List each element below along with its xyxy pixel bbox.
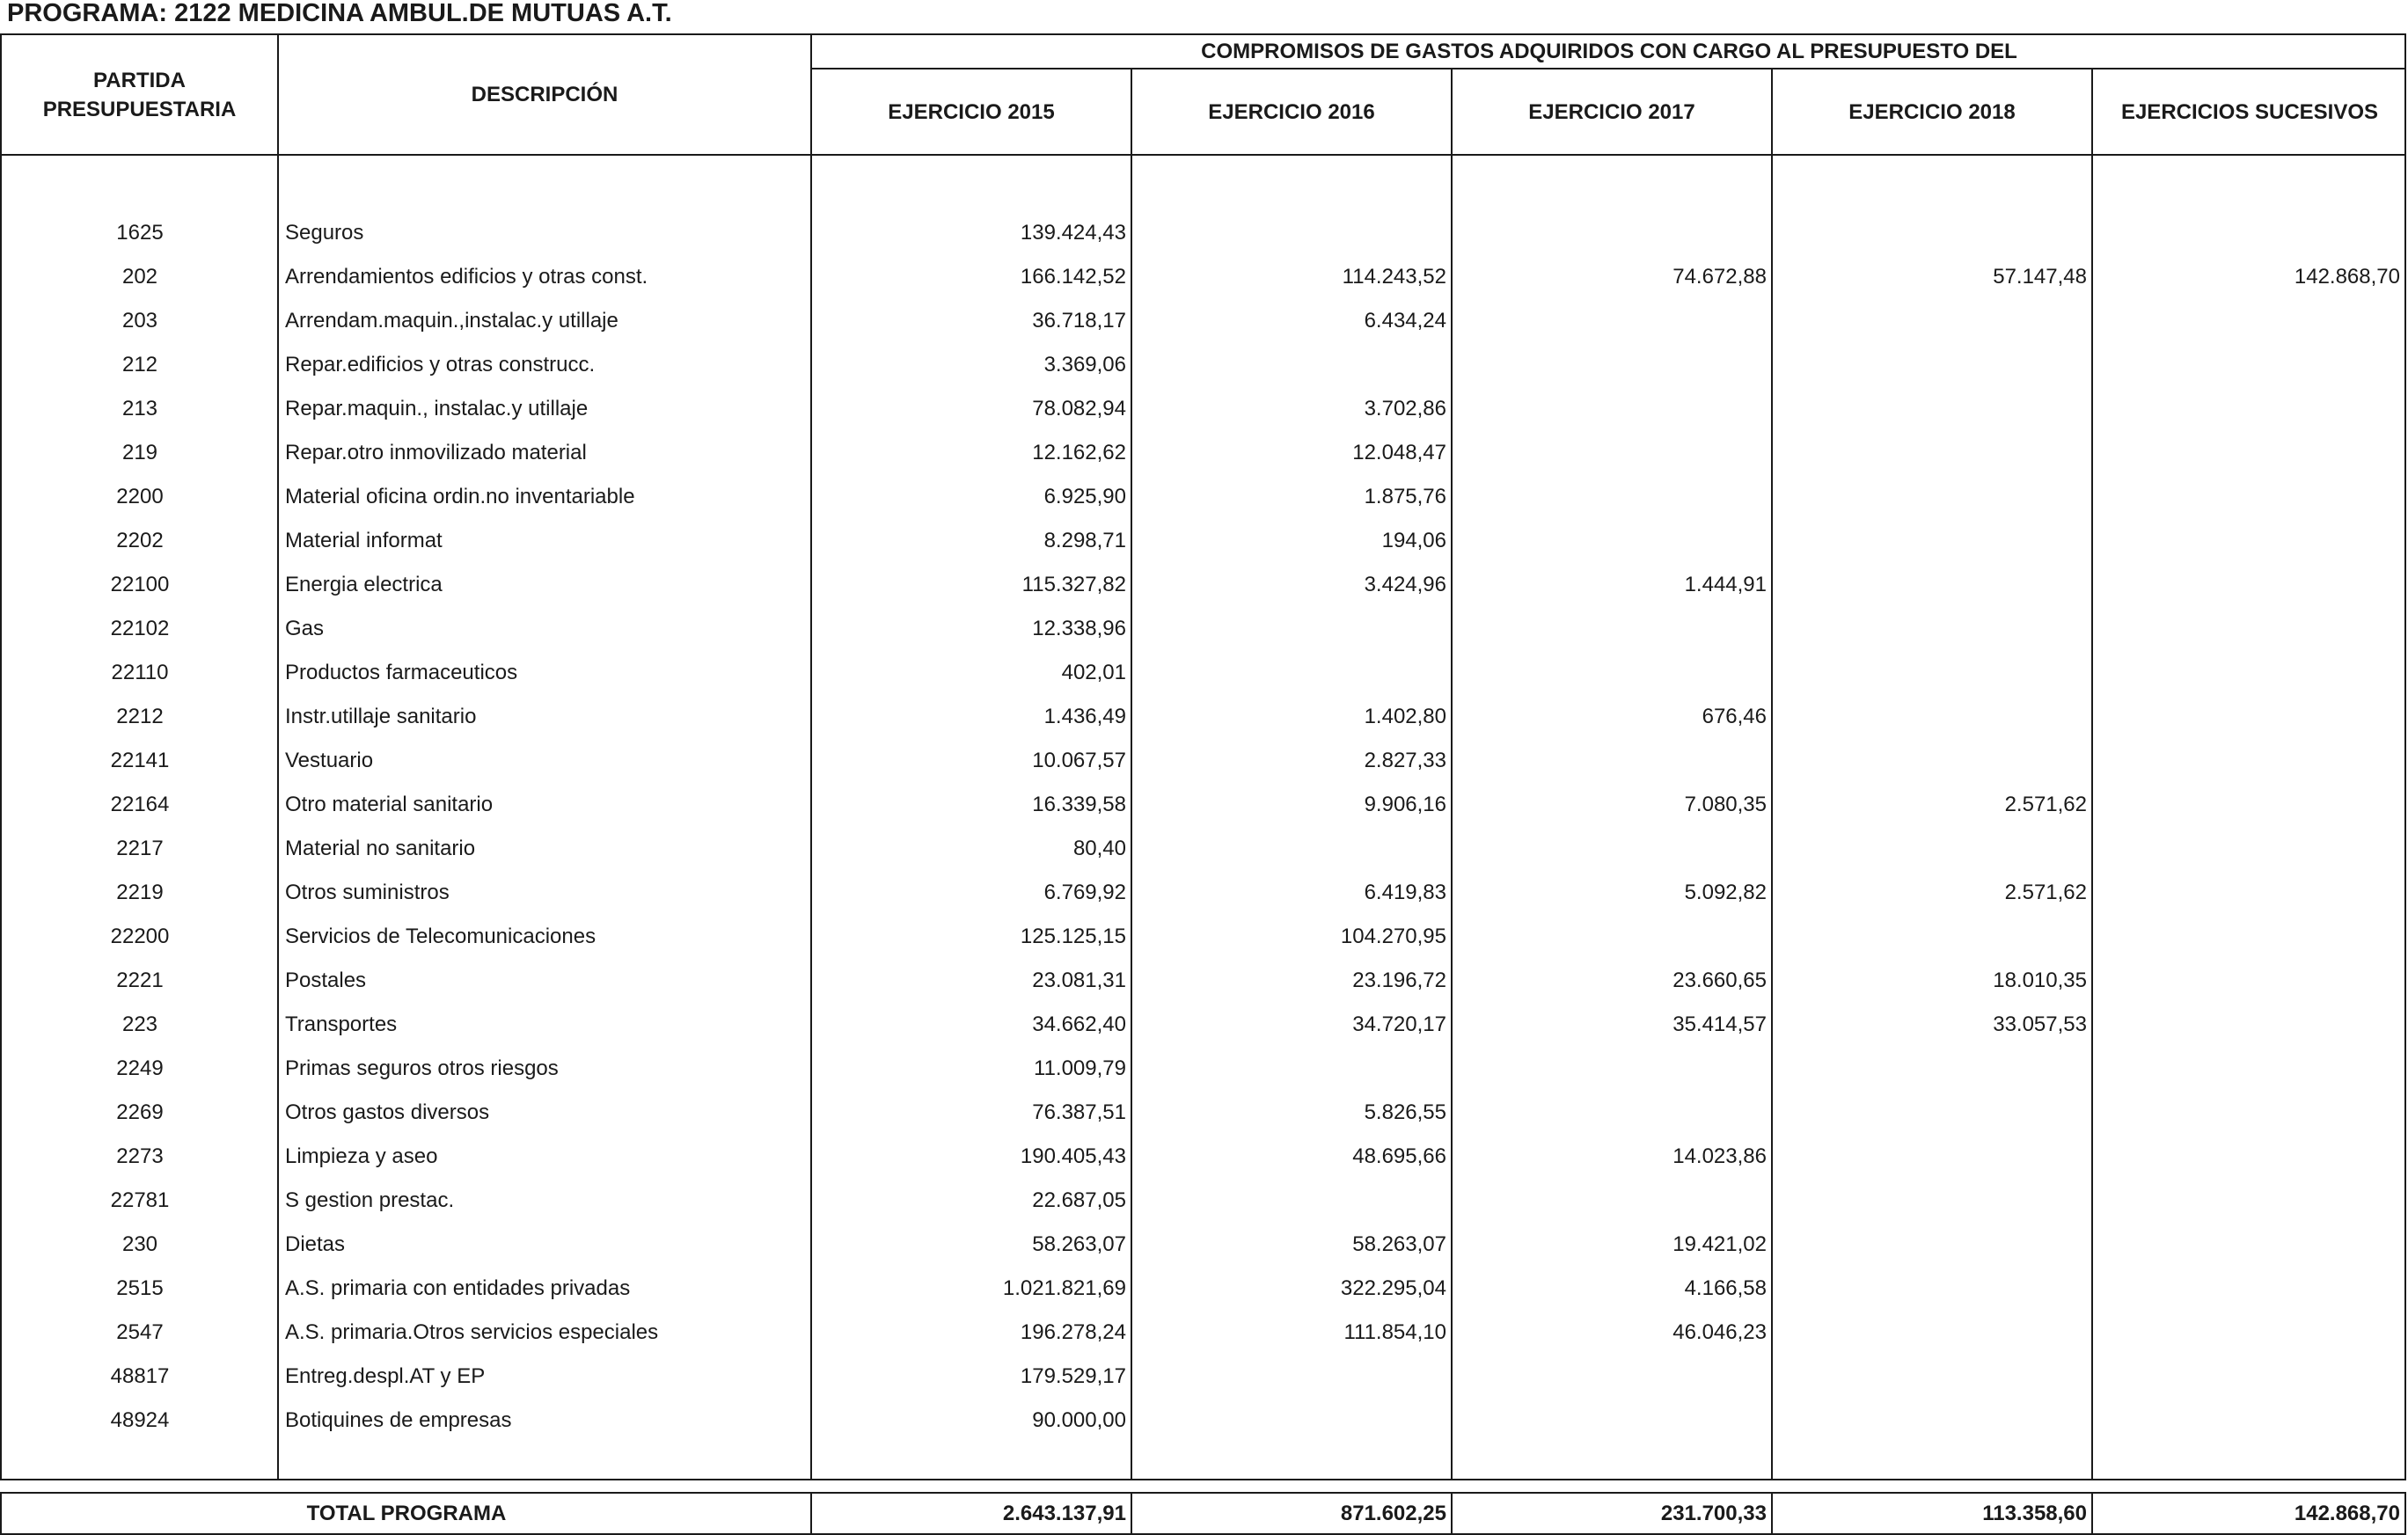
value-2015: 78.082,94 (1032, 397, 1126, 420)
value-2016: 58.263,07 (1352, 1232, 1446, 1256)
value-2017: 1.444,91 (1684, 573, 1767, 596)
partida-code: 2202 (116, 529, 164, 552)
value-2015: 10.067,57 (1032, 749, 1126, 772)
value-2015: 6.769,92 (1043, 881, 1126, 904)
partida-code: 48817 (110, 1364, 170, 1388)
descripcion-text: A.S. primaria con entidades privadas (285, 1276, 631, 1300)
table-row (0, 211, 2408, 255)
value-2015: 11.009,79 (1034, 1056, 1126, 1080)
descripcion-text: Otro material sanitario (285, 793, 494, 816)
partida-code: 212 (121, 353, 158, 376)
partida-code: 22110 (111, 661, 169, 684)
table-row (0, 1091, 2408, 1135)
table-row (0, 1003, 2408, 1047)
descripcion-text: Material oficina ordin.no inventariable (285, 485, 635, 508)
header-partida: PARTIDA PRESUPUESTARIA (42, 68, 237, 121)
table-row (0, 1311, 2408, 1355)
descripcion-text: Postales (285, 969, 367, 992)
descripcion-text: Entreg.despl.AT y EP (285, 1364, 486, 1388)
table-row (0, 1399, 2408, 1443)
partida-code: 202 (121, 265, 158, 289)
value-2016: 3.424,96 (1364, 573, 1446, 596)
value-2015: 3.369,06 (1043, 353, 1126, 376)
partida-code: 2221 (116, 969, 164, 992)
table-row (0, 563, 2408, 607)
table-row (0, 255, 2408, 299)
table-row (0, 695, 2408, 739)
table-row (0, 651, 2408, 695)
descripcion-text: S gestion prestac. (285, 1188, 455, 1212)
table-row (0, 607, 2408, 651)
value-2016: 6.434,24 (1364, 309, 1446, 333)
value-2016: 114.243,52 (1342, 265, 1446, 289)
table-row (0, 387, 2408, 431)
value-2015: 115.327,82 (1021, 573, 1126, 596)
value-2016: 23.196,72 (1352, 969, 1446, 992)
partida-code: 2200 (116, 485, 164, 508)
total-2016: 871.602,25 (1340, 1502, 1446, 1525)
value-2018: 2.571,62 (2004, 881, 2087, 904)
partida-code: 22164 (110, 793, 170, 816)
header-ejercicio-2018: EJERCICIO 2018 (1848, 99, 2016, 124)
descripcion-text: Repar.otro inmovilizado material (285, 441, 587, 464)
value-2016: 9.906,16 (1364, 793, 1446, 816)
partida-code: 2217 (116, 837, 164, 860)
value-2017: 676,46 (1702, 705, 1767, 728)
descripcion-text: Dietas (285, 1232, 346, 1256)
descripcion-text: Material no sanitario (285, 837, 476, 860)
table-row (0, 783, 2408, 827)
total-sucesivos: 142.868,70 (2294, 1502, 2400, 1525)
value-2015: 179.529,17 (1020, 1364, 1126, 1388)
table-row (0, 827, 2408, 871)
value-2016: 322.295,04 (1340, 1276, 1446, 1300)
partida-code: 2269 (116, 1100, 164, 1124)
value-2017: 14.023,86 (1672, 1144, 1767, 1168)
value-2015: 196.278,24 (1020, 1320, 1126, 1344)
table-row (0, 1135, 2408, 1179)
descripcion-text: Productos farmaceuticos (285, 661, 518, 684)
table-row (0, 1047, 2408, 1091)
value-2015: 23.081,31 (1032, 969, 1126, 992)
value-2015: 190.405,43 (1020, 1144, 1126, 1168)
table-row (0, 1267, 2408, 1311)
descripcion-text: Arrendam.maquin.,instalac.y utillaje (285, 309, 618, 333)
value-2017: 74.672,88 (1672, 265, 1767, 289)
partida-code: 2547 (116, 1320, 164, 1344)
descripcion-text: Vestuario (285, 749, 374, 772)
value-2015: 90.000,00 (1032, 1408, 1126, 1432)
value-2017: 19.421,02 (1672, 1232, 1767, 1256)
partida-code: 22781 (110, 1188, 170, 1212)
total-label: TOTAL PROGRAMA (306, 1502, 507, 1525)
partida-code: 48924 (110, 1408, 170, 1432)
value-2015: 58.263,07 (1032, 1232, 1126, 1256)
descripcion-text: Otros gastos diversos (285, 1100, 490, 1124)
page-title: PROGRAMA: 2122 MEDICINA AMBUL.DE MUTUAS A.T. (7, 0, 672, 27)
value-2018: 2.571,62 (2004, 793, 2087, 816)
descripcion-text: Transportes (285, 1012, 398, 1036)
descripcion-text: Repar.edificios y otras construcc. (285, 353, 596, 376)
value-2017: 46.046,23 (1672, 1320, 1767, 1344)
value-2016: 2.827,33 (1364, 749, 1446, 772)
table-row (0, 475, 2408, 519)
partida-code: 2515 (116, 1276, 164, 1300)
value-2016: 3.702,86 (1364, 397, 1446, 420)
value-2018: 57.147,48 (1993, 265, 2087, 289)
table-row (0, 739, 2408, 783)
value-2016: 194,06 (1381, 529, 1446, 552)
descripcion-text: Energia electrica (285, 573, 443, 596)
table-row (0, 343, 2408, 387)
value-2015: 166.142,52 (1020, 265, 1126, 289)
descripcion-text: Limpieza y aseo (285, 1144, 438, 1168)
value-sucesivos: 142.868,70 (2294, 265, 2400, 289)
header-ejercicio-2015: EJERCICIO 2015 (888, 99, 1055, 124)
partida-code: 22141 (110, 749, 170, 772)
value-2016: 5.826,55 (1364, 1100, 1446, 1124)
total-2015: 2.643.137,91 (1002, 1502, 1126, 1525)
partida-code: 22100 (110, 573, 170, 596)
value-2016: 1.875,76 (1364, 485, 1446, 508)
table-row (0, 519, 2408, 563)
descripcion-text: Otros suministros (285, 881, 450, 904)
descripcion-text: Botiquines de empresas (285, 1408, 512, 1432)
value-2015: 1.436,49 (1043, 705, 1126, 728)
descripcion-text: Repar.maquin., instalac.y utillaje (285, 397, 589, 420)
descripcion-text: Gas (285, 617, 325, 640)
descripcion-text: Material informat (285, 529, 443, 552)
value-2015: 402,01 (1061, 661, 1126, 684)
value-2017: 4.166,58 (1684, 1276, 1767, 1300)
value-2017: 35.414,57 (1672, 1012, 1767, 1036)
partida-code: 203 (121, 309, 158, 333)
value-2015: 8.298,71 (1043, 529, 1126, 552)
value-2015: 12.338,96 (1032, 617, 1126, 640)
header-ejercicios-sucesivos: EJERCICIOS SUCESIVOS (2120, 99, 2379, 124)
value-2017: 23.660,65 (1672, 969, 1767, 992)
descripcion-text: Instr.utillaje sanitario (285, 705, 477, 728)
descripcion-text: Arrendamientos edificios y otras const. (285, 265, 648, 289)
value-2016: 111.854,10 (1343, 1320, 1446, 1344)
descripcion-text: Primas seguros otros riesgos (285, 1056, 559, 1080)
table-row (0, 1223, 2408, 1267)
table-row (0, 915, 2408, 959)
value-2015: 139.424,43 (1020, 221, 1126, 245)
value-2015: 34.662,40 (1032, 1012, 1126, 1036)
partida-code: 1625 (116, 221, 164, 245)
value-2017: 7.080,35 (1684, 793, 1767, 816)
value-2015: 16.339,58 (1032, 793, 1126, 816)
value-2016: 48.695,66 (1352, 1144, 1446, 1168)
header-ejercicio-2016: EJERCICIO 2016 (1208, 99, 1375, 124)
header-bottom-line (0, 154, 2406, 156)
value-2016: 34.720,17 (1352, 1012, 1446, 1036)
value-2016: 12.048,47 (1352, 441, 1446, 464)
total-row (0, 1492, 2408, 1535)
descripcion-text: A.S. primaria.Otros servicios especiales (285, 1320, 659, 1344)
partida-code: 2219 (116, 881, 164, 904)
table-row (0, 959, 2408, 1003)
partida-code: 22200 (110, 925, 170, 948)
header-ejercicio-2017: EJERCICIO 2017 (1528, 99, 1695, 124)
value-2015: 12.162,62 (1032, 441, 1126, 464)
partida-code: 223 (121, 1012, 158, 1036)
value-2015: 1.021.821,69 (1002, 1276, 1126, 1300)
total-2017: 231.700,33 (1660, 1502, 1767, 1525)
partida-code: 2212 (116, 705, 164, 728)
partida-code: 213 (121, 397, 158, 420)
value-2015: 80,40 (1072, 837, 1126, 860)
partida-code: 22102 (110, 617, 170, 640)
descripcion-text: Seguros (285, 221, 364, 245)
value-2018: 33.057,53 (1993, 1012, 2087, 1036)
value-2015: 76.387,51 (1032, 1100, 1126, 1124)
value-2016: 1.402,80 (1364, 705, 1446, 728)
table-row (0, 299, 2408, 343)
value-2016: 6.419,83 (1364, 881, 1446, 904)
value-2017: 5.092,82 (1684, 881, 1767, 904)
value-2015: 6.925,90 (1043, 485, 1126, 508)
value-2018: 18.010,35 (1993, 969, 2087, 992)
value-2015: 125.125,15 (1020, 925, 1126, 948)
table-row (0, 1179, 2408, 1223)
partida-code: 2273 (116, 1144, 164, 1168)
partida-code: 230 (121, 1232, 158, 1256)
partida-code: 219 (121, 441, 158, 464)
value-2016: 104.270,95 (1340, 925, 1446, 948)
descripcion-text: Servicios de Telecomunicaciones (285, 925, 597, 948)
partida-code: 2249 (116, 1056, 164, 1080)
value-2015: 36.718,17 (1032, 309, 1126, 333)
table-row (0, 431, 2408, 475)
value-2015: 22.687,05 (1032, 1188, 1126, 1212)
table-row (0, 1355, 2408, 1399)
total-2018: 113.358,60 (1982, 1502, 2087, 1525)
table-row (0, 871, 2408, 915)
header-compromisos: COMPROMISOS DE GASTOS ADQUIRIDOS CON CARGO AL PRESUPUESTO DEL (1201, 40, 2017, 63)
header-descripcion: DESCRIPCIÓN (471, 83, 618, 106)
